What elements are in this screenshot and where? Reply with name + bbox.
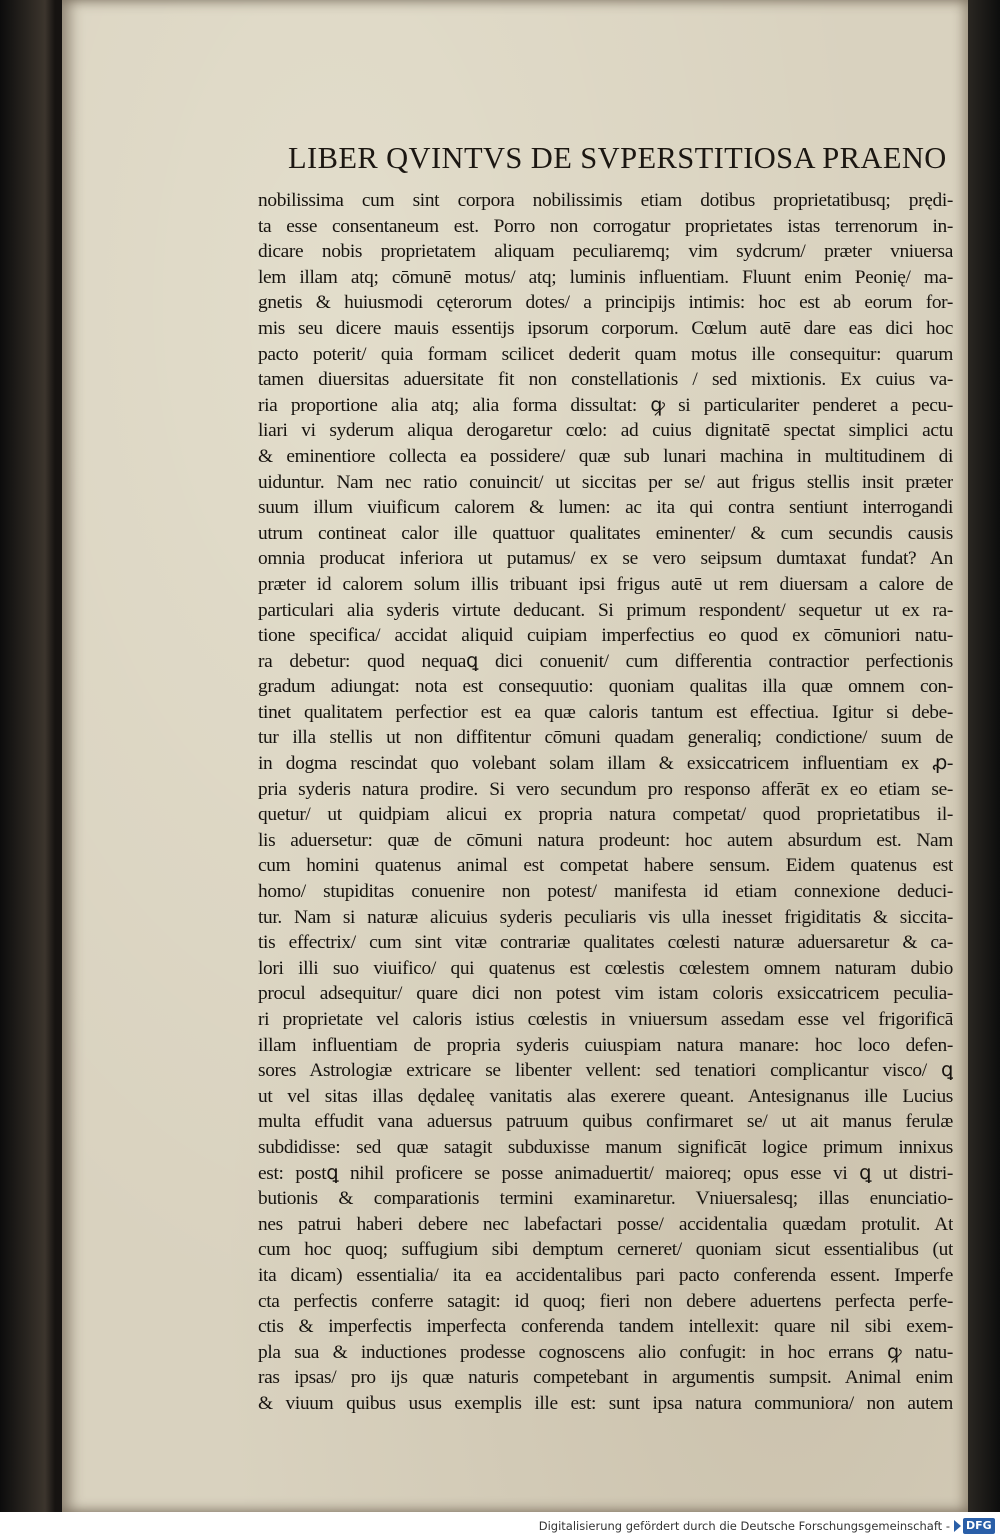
text-line: lis aduersetur: quӕ de cōmuni natura prodeunt: hoc autem absurdum est. Nam bbox=[258, 829, 953, 851]
text-line: ri proprietate vel caloris istius cœlestis in vniuersum assedam esse vel frigorificā bbox=[258, 1009, 953, 1030]
text-line: tione specifica/ accidat aliquid cuipiam imperfectius eo quod ex cōmuniori natu- bbox=[258, 625, 953, 647]
text-line: tamen diuersitas aduersitate fit non constellationis / sed mixtionis. Ex cuius va- bbox=[258, 369, 953, 391]
text-line: dicare nobis proprietatem aliquam peculiaremq; vim sydcrum/ prӕter vniuersa bbox=[258, 241, 953, 263]
text-line: omnia producat inferiora ut putamus/ ex se vero seipsum dumtaxat fundat? An bbox=[258, 548, 953, 570]
text-line: in dogma rescindat quo volebant solam illam & exsiccatricem influentiam ex ꝓ- bbox=[258, 753, 953, 775]
text-line: prӕter id calorem solum illis tribuant ipsi frigus autē ut rem diuersam a calore de bbox=[258, 573, 953, 595]
text-line: subdidisse: sed quӕ satagit subduxisse manum significāt logice primum innixus bbox=[258, 1136, 953, 1158]
text-line: homo/ stupiditas conuenire non potest/ manifesta id etiam connexione deduci- bbox=[258, 881, 953, 903]
text-line: quetur/ ut quidpiam alicui ex propria natura competat/ quod proprietatibus il- bbox=[258, 804, 953, 826]
running-head: LIBER QVINTVS DE SVPERSTITIOSA PRAENO bbox=[288, 141, 947, 175]
text-line: gradum adiungat: nota est consequutio: quoniam qualitas illa quӕ omnem con- bbox=[258, 676, 953, 698]
text-line: uiduntur. Nam nec ratio conuincit/ ut siccitas per se/ aut frigus stellis insit prӕter bbox=[258, 471, 953, 493]
text-line: procul adsequitur/ quare dici non potest vim istam coloris exsiccatricem peculia- bbox=[258, 983, 953, 1005]
text-line: particulari alia syderis virtute deducant. Si primum respondent/ sequetur ut ex ra- bbox=[258, 599, 953, 621]
text-line: butionis & comparationis termini examinaretur. Vniuersalesq; illas enunciatio- bbox=[258, 1188, 953, 1210]
dfg-logo-text: DFG bbox=[963, 1518, 995, 1534]
text-line: tis effectrix/ cum sint vitӕ contrariӕ qualitates cœlesti naturӕ aduersaretur & ca- bbox=[258, 932, 953, 954]
text-line: ta esse consentaneum est. Porro non corrogatur proprietates istas terrenorum in- bbox=[258, 215, 953, 237]
text-line: est: postꝗ nihil proficere se posse animaduertit/ maioreq; opus esse vi ꝗ ut distri- bbox=[258, 1162, 953, 1184]
text-line: lori illi suo viuifico/ qui quatenus est cœlestis cœlestem omnem naturam dubio bbox=[258, 957, 953, 979]
text-line: tur illa stellis ut non diffitentur cōmuni quadam generaliq; condictione/ suum de bbox=[258, 727, 953, 749]
text-line: ita dicam) essentialia/ ita ea accidentalibus pari pacto conferenda essent. Imperfe bbox=[258, 1264, 953, 1286]
dfg-arrow-icon bbox=[954, 1520, 961, 1532]
text-block bbox=[258, 188, 953, 1417]
text-line: ria proportione alia atq; alia forma dissultat: ꝙ si particulariter penderet a pecu- bbox=[258, 394, 953, 416]
text-line: pacto poterit/ quia formam scilicet dederit quam motus ille consequitur: quarum bbox=[258, 343, 953, 365]
text-line: utrum contineat calor ille quattuor qualitates eminenter/ & cum secundis causis bbox=[258, 522, 953, 544]
text-line: mis seu dicere mauis essentijs ipsorum corporum. Cœlum autē dare eas dici hoc bbox=[258, 317, 953, 339]
footer-credit: Digitalisierung gefördert durch die Deutsche Forschungsgemeinschaft - bbox=[538, 1519, 950, 1533]
text-line: ra debetur: quod nequaꝗ dici conuenit/ cum differentia contractior perfectionis bbox=[258, 650, 953, 672]
text-line: pla sua & inductiones prodesse cognoscens alio confugit: in hoc errans ꝙ natu- bbox=[258, 1341, 953, 1363]
page-edge bbox=[968, 0, 1000, 1512]
text-line: suum illum viuificum calorem & lumen: ac ita qui contra sentiunt interrogandi bbox=[258, 497, 953, 519]
text-line: liari vi syderum aliqua derogaretur cœlo: ad cuius dignitatē spectat simplici actu bbox=[258, 420, 953, 442]
text-line: tinet qualitatem perfectior est ea quӕ caloris tantum est effectiua. Igitur si debe- bbox=[258, 701, 953, 723]
text-line: sores Astrologiӕ extricare se libenter vellent: sed tenatiori complicantur visco/ ꝗ bbox=[258, 1060, 953, 1082]
text-line: tur. Nam si naturӕ alicuius syderis peculiaris vis ulla inesset frigiditatis & siccita- bbox=[258, 906, 953, 928]
text-line: cta perfectis conferre satagit: id quoq; fieri non debere aduertens perfecta perfe- bbox=[258, 1290, 953, 1312]
text-line: illam influentiam de propria syderis cuiuspiam natura manare: hoc loco defen- bbox=[258, 1034, 953, 1056]
text-line: cum homini quatenus animal est competat habere sensum. Eidem quatenus est bbox=[258, 855, 953, 877]
text-line: ctis & imperfectis imperfecta conferenda tandem intellexit: quare nil sibi exem- bbox=[258, 1316, 953, 1338]
text-line: pria syderis natura prodire. Si vero secundum pro responso afferāt ex eo etiam se- bbox=[258, 778, 953, 800]
text-line: nes patrui haberi debere nec labefactari posse/ accidentalia quӕdam protulit. At bbox=[258, 1213, 953, 1235]
text-line: ras ipsas/ pro ijs quӕ naturis competebant in argumentis sumpsit. Animal enim bbox=[258, 1367, 953, 1389]
dfg-logo bbox=[954, 1516, 994, 1535]
text-line: gnetis & huiusmodi cęterorum dotes/ a principijs intimis: hoc est ab eorum for- bbox=[258, 292, 953, 314]
text-line: lem illam atq; cōmunē motus/ atq; luminis influentiam. Fluunt enim Peonię/ ma- bbox=[258, 266, 953, 288]
text-line: & viuum quibus usus exemplis ille est: sunt ipsa natura communiora/ non autem bbox=[258, 1392, 953, 1414]
text-line: nobilissima cum sint corpora nobilissimis etiam dotibus proprietatibusq; prędi- bbox=[258, 190, 953, 211]
text-line: ut vel sitas illas dędaleę vanitatis alas exerere queant. Antesignanus ille Lucius bbox=[258, 1085, 953, 1107]
text-line: cum hoc quoq; suffugium sibi demptum cerneret/ quoniam sicut essentialibus (ut bbox=[258, 1239, 953, 1261]
text-line: & eminentiore collecta ea possidere/ quӕ sub lunari machina in multitudinem di bbox=[258, 445, 953, 467]
text-line: multa effudit vana aduersus patruum quibus confirmaret se/ ut ait manus ferulӕ bbox=[258, 1111, 953, 1133]
